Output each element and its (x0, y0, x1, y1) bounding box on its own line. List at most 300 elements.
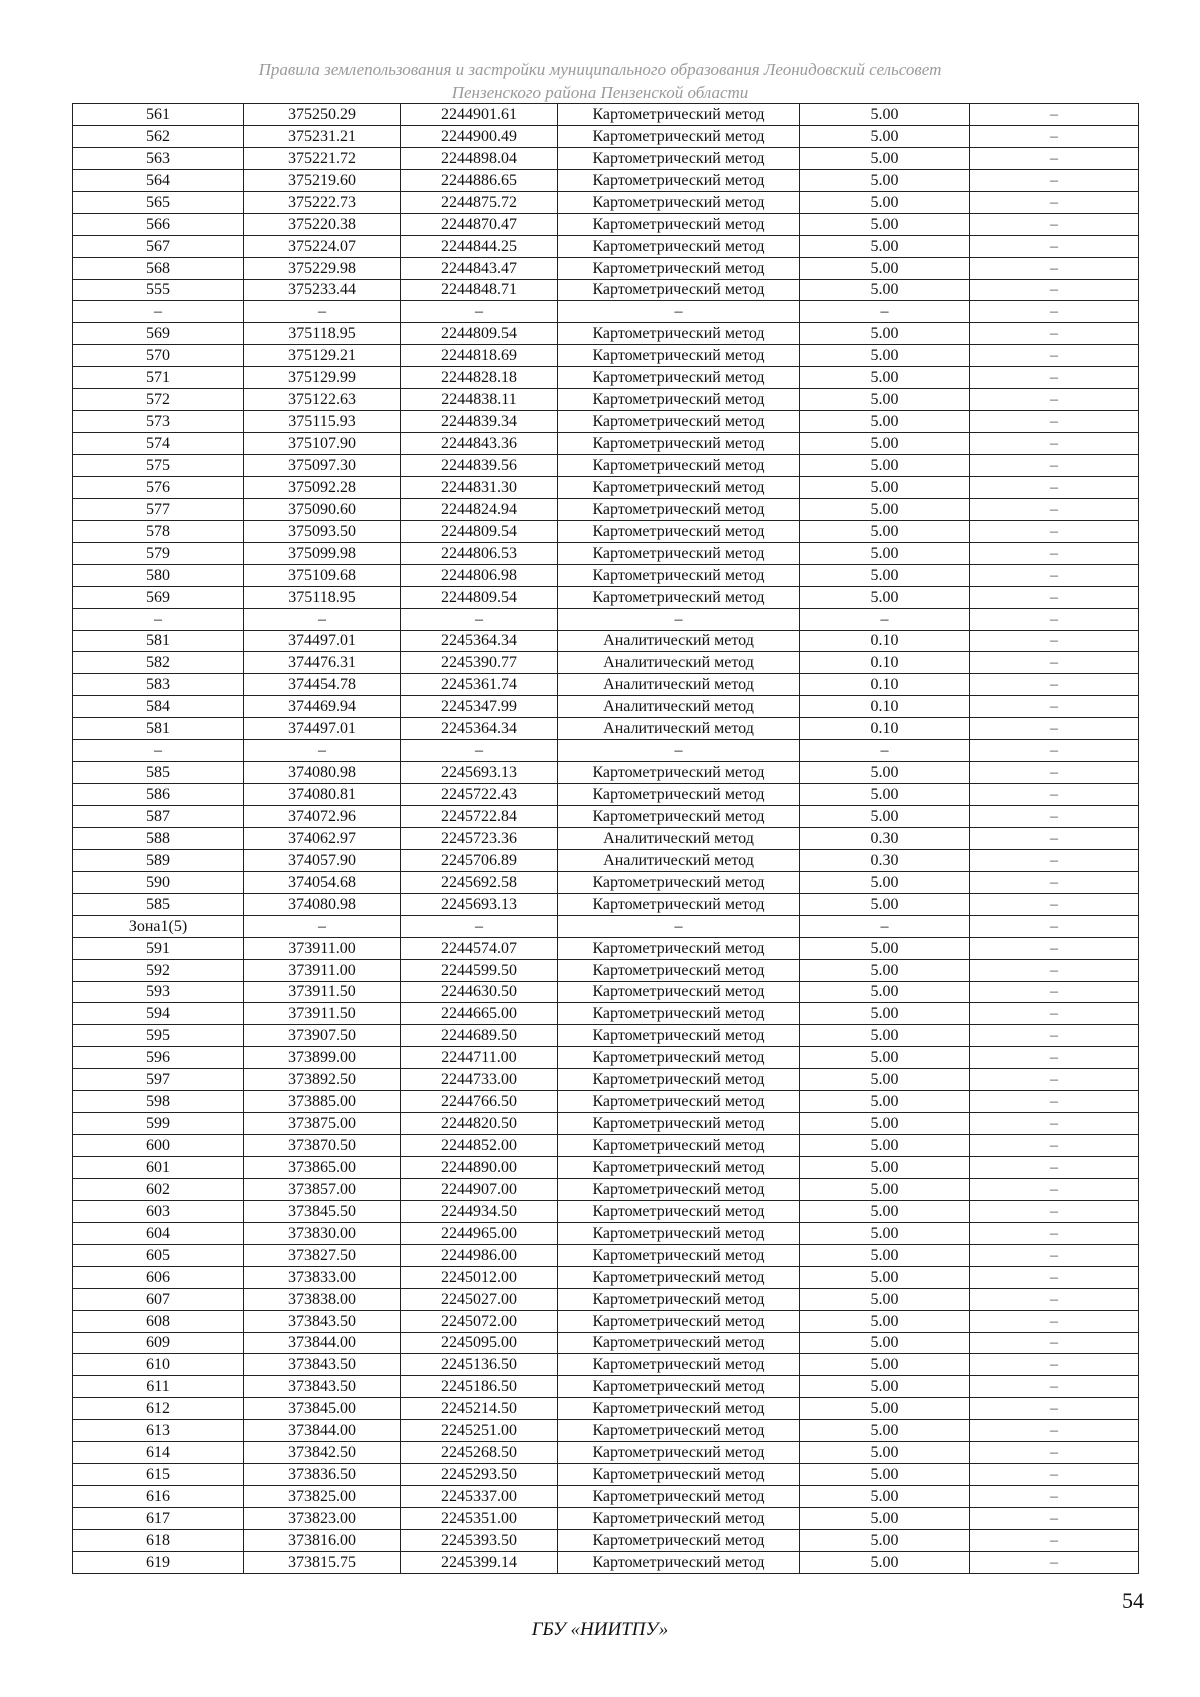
table-row (73, 323, 1139, 345)
x-coordinate-cell: 374454.78 (244, 674, 401, 696)
header-line-2: Пензенского района Пензенской области (451, 83, 749, 102)
y-coordinate-cell: 2245722.84 (401, 806, 558, 828)
error-cell: – (970, 1025, 1139, 1047)
method-cell: Картометрический метод (558, 1266, 800, 1288)
y-coordinate-cell: 2245251.00 (401, 1420, 558, 1442)
x-coordinate-cell: 375231.21 (244, 125, 401, 147)
table-row (73, 718, 1139, 740)
error-cell: – (970, 257, 1139, 279)
y-coordinate-cell: 2245693.13 (401, 893, 558, 915)
table-row (73, 1222, 1139, 1244)
method-cell: Картометрический метод (558, 937, 800, 959)
x-coordinate-cell: 373911.50 (244, 1003, 401, 1025)
x-coordinate-cell: 373911.50 (244, 981, 401, 1003)
accuracy-cell: 5.00 (800, 564, 970, 586)
x-coordinate-cell: 373836.50 (244, 1464, 401, 1486)
method-cell: Картометрический метод (558, 1200, 800, 1222)
error-cell: – (970, 455, 1139, 477)
table-row (73, 367, 1139, 389)
method-cell: Картометрический метод (558, 1508, 800, 1530)
y-coordinate-cell: – (401, 915, 558, 937)
table-row (73, 740, 1139, 762)
method-cell: Картометрический метод (558, 586, 800, 608)
x-coordinate-cell: 375097.30 (244, 455, 401, 477)
point-number-cell: 617 (73, 1508, 244, 1530)
error-cell: – (970, 1244, 1139, 1266)
y-coordinate-cell: 2245268.50 (401, 1442, 558, 1464)
method-cell: Картометрический метод (558, 235, 800, 257)
point-number-cell: 591 (73, 937, 244, 959)
x-coordinate-cell: 375118.95 (244, 586, 401, 608)
table-row (73, 345, 1139, 367)
error-cell: – (970, 411, 1139, 433)
method-cell: Картометрический метод (558, 1288, 800, 1310)
error-cell: – (970, 1486, 1139, 1508)
point-number-cell: 573 (73, 411, 244, 433)
method-cell: Картометрический метод (558, 871, 800, 893)
y-coordinate-cell: 2245186.50 (401, 1376, 558, 1398)
point-number-cell: 574 (73, 433, 244, 455)
table-row (73, 1113, 1139, 1135)
table-row (73, 1091, 1139, 1113)
accuracy-cell: 5.00 (800, 1310, 970, 1332)
method-cell: Картометрический метод (558, 542, 800, 564)
error-cell: – (970, 1376, 1139, 1398)
y-coordinate-cell: 2244665.00 (401, 1003, 558, 1025)
x-coordinate-cell: 375107.90 (244, 433, 401, 455)
x-coordinate-cell: 373833.00 (244, 1266, 401, 1288)
method-cell: Картометрический метод (558, 1486, 800, 1508)
accuracy-cell: 5.00 (800, 1069, 970, 1091)
x-coordinate-cell: 373825.00 (244, 1486, 401, 1508)
x-coordinate-cell: 373845.00 (244, 1398, 401, 1420)
error-cell: – (970, 564, 1139, 586)
y-coordinate-cell: 2245072.00 (401, 1310, 558, 1332)
y-coordinate-cell: 2244852.00 (401, 1135, 558, 1157)
table-row (73, 959, 1139, 981)
x-coordinate-cell: 373907.50 (244, 1025, 401, 1047)
y-coordinate-cell: 2244818.69 (401, 345, 558, 367)
y-coordinate-cell: 2244828.18 (401, 367, 558, 389)
accuracy-cell: 5.00 (800, 1025, 970, 1047)
y-coordinate-cell: 2245364.34 (401, 630, 558, 652)
x-coordinate-cell: 374476.31 (244, 652, 401, 674)
accuracy-cell: 5.00 (800, 1157, 970, 1179)
method-cell: Картометрический метод (558, 125, 800, 147)
error-cell: – (970, 301, 1139, 323)
y-coordinate-cell: 2244630.50 (401, 981, 558, 1003)
y-coordinate-cell: 2244886.65 (401, 169, 558, 191)
error-cell: – (970, 433, 1139, 455)
accuracy-cell: 5.00 (800, 476, 970, 498)
method-cell: Картометрический метод (558, 1135, 800, 1157)
table-row (73, 257, 1139, 279)
point-number-cell: 597 (73, 1069, 244, 1091)
error-cell: – (970, 718, 1139, 740)
y-coordinate-cell: 2244907.00 (401, 1178, 558, 1200)
x-coordinate-cell: 375129.21 (244, 345, 401, 367)
point-number-cell: 596 (73, 1047, 244, 1069)
error-cell: – (970, 1069, 1139, 1091)
table-row (73, 104, 1139, 126)
x-coordinate-cell: 374497.01 (244, 718, 401, 740)
method-cell: Картометрический метод (558, 389, 800, 411)
method-cell: Аналитический метод (558, 827, 800, 849)
table-row (73, 608, 1139, 630)
header-line-1: Правила землепользования и застройки муниципального образования Леонидовский сельсовет (258, 60, 942, 79)
method-cell: Картометрический метод (558, 1551, 800, 1573)
error-cell: – (970, 1135, 1139, 1157)
x-coordinate-cell: 375220.38 (244, 213, 401, 235)
table-row (73, 1047, 1139, 1069)
point-number-cell: 613 (73, 1420, 244, 1442)
table-row (73, 981, 1139, 1003)
table-row (73, 279, 1139, 301)
method-cell: Картометрический метод (558, 1310, 800, 1332)
x-coordinate-cell: 373843.50 (244, 1354, 401, 1376)
table-row (73, 1025, 1139, 1047)
error-cell: – (970, 849, 1139, 871)
point-number-cell: 564 (73, 169, 244, 191)
x-coordinate-cell: 374057.90 (244, 849, 401, 871)
method-cell: Картометрический метод (558, 1376, 800, 1398)
table-row (73, 235, 1139, 257)
y-coordinate-cell: 2245390.77 (401, 652, 558, 674)
point-number-cell: 563 (73, 147, 244, 169)
method-cell: Аналитический метод (558, 630, 800, 652)
method-cell: Аналитический метод (558, 696, 800, 718)
point-number-cell: 609 (73, 1332, 244, 1354)
y-coordinate-cell: 2245399.14 (401, 1551, 558, 1573)
accuracy-cell: 5.00 (800, 213, 970, 235)
y-coordinate-cell: 2245351.00 (401, 1508, 558, 1530)
point-number-cell: 566 (73, 213, 244, 235)
table-row (73, 871, 1139, 893)
accuracy-cell: 5.00 (800, 981, 970, 1003)
error-cell: – (970, 1047, 1139, 1069)
method-cell: Картометрический метод (558, 1025, 800, 1047)
table-row (73, 455, 1139, 477)
accuracy-cell: 5.00 (800, 542, 970, 564)
point-number-cell: 584 (73, 696, 244, 718)
y-coordinate-cell: 2244806.53 (401, 542, 558, 564)
error-cell: – (970, 1442, 1139, 1464)
table-row (73, 498, 1139, 520)
table-row (73, 762, 1139, 784)
point-number-cell: 594 (73, 1003, 244, 1025)
running-header (0, 58, 1200, 104)
error-cell: – (970, 784, 1139, 806)
y-coordinate-cell: 2244898.04 (401, 147, 558, 169)
error-cell: – (970, 959, 1139, 981)
y-coordinate-cell: 2244838.11 (401, 389, 558, 411)
x-coordinate-cell: 374497.01 (244, 630, 401, 652)
table-row (73, 564, 1139, 586)
accuracy-cell: 5.00 (800, 1200, 970, 1222)
method-cell: Картометрический метод (558, 1420, 800, 1442)
point-number-cell: 606 (73, 1266, 244, 1288)
method-cell: Аналитический метод (558, 652, 800, 674)
table-row (73, 1332, 1139, 1354)
accuracy-cell: 0.10 (800, 696, 970, 718)
method-cell: Картометрический метод (558, 806, 800, 828)
accuracy-cell: 0.30 (800, 849, 970, 871)
point-number-cell: 582 (73, 652, 244, 674)
error-cell: – (970, 893, 1139, 915)
accuracy-cell: 5.00 (800, 279, 970, 301)
x-coordinate-cell: 373842.50 (244, 1442, 401, 1464)
y-coordinate-cell: 2245027.00 (401, 1288, 558, 1310)
method-cell: Картометрический метод (558, 762, 800, 784)
point-number-cell: 588 (73, 827, 244, 849)
accuracy-cell: 5.00 (800, 806, 970, 828)
y-coordinate-cell: 2244844.25 (401, 235, 558, 257)
x-coordinate-cell: 373857.00 (244, 1178, 401, 1200)
table-row (73, 1376, 1139, 1398)
error-cell: – (970, 1091, 1139, 1113)
error-cell: – (970, 1398, 1139, 1420)
y-coordinate-cell: 2245012.00 (401, 1266, 558, 1288)
x-coordinate-cell: 373838.00 (244, 1288, 401, 1310)
y-coordinate-cell: 2244824.94 (401, 498, 558, 520)
method-cell: – (558, 740, 800, 762)
y-coordinate-cell: 2244900.49 (401, 125, 558, 147)
x-coordinate-cell: 374054.68 (244, 871, 401, 893)
error-cell: – (970, 1157, 1139, 1179)
method-cell: Картометрический метод (558, 257, 800, 279)
point-number-cell: 571 (73, 367, 244, 389)
x-coordinate-cell: 374080.98 (244, 893, 401, 915)
method-cell: Картометрический метод (558, 564, 800, 586)
method-cell: Картометрический метод (558, 1157, 800, 1179)
point-number-cell: 599 (73, 1113, 244, 1135)
point-number-cell: 569 (73, 323, 244, 345)
x-coordinate-cell: 375233.44 (244, 279, 401, 301)
point-number-cell: 607 (73, 1288, 244, 1310)
point-number-cell: 581 (73, 718, 244, 740)
table-row (73, 411, 1139, 433)
accuracy-cell: 5.00 (800, 169, 970, 191)
page-number: 54 (1122, 1588, 1144, 1613)
table-row (73, 147, 1139, 169)
x-coordinate-cell: 375219.60 (244, 169, 401, 191)
x-coordinate-cell: 373843.50 (244, 1310, 401, 1332)
method-cell: Картометрический метод (558, 1464, 800, 1486)
y-coordinate-cell: 2244820.50 (401, 1113, 558, 1135)
table-row (73, 630, 1139, 652)
y-coordinate-cell: 2245722.43 (401, 784, 558, 806)
point-number-cell: 611 (73, 1376, 244, 1398)
table-row (73, 1508, 1139, 1530)
x-coordinate-cell: 373911.00 (244, 937, 401, 959)
x-coordinate-cell: 375122.63 (244, 389, 401, 411)
accuracy-cell: 5.00 (800, 959, 970, 981)
error-cell: – (970, 1200, 1139, 1222)
y-coordinate-cell: 2244890.00 (401, 1157, 558, 1179)
error-cell: – (970, 1222, 1139, 1244)
y-coordinate-cell: 2244843.36 (401, 433, 558, 455)
method-cell: Картометрический метод (558, 476, 800, 498)
point-number-cell: 577 (73, 498, 244, 520)
accuracy-cell: 0.10 (800, 630, 970, 652)
accuracy-cell: 5.00 (800, 893, 970, 915)
point-number-cell: 579 (73, 542, 244, 564)
table-row (73, 169, 1139, 191)
method-cell: Картометрический метод (558, 520, 800, 542)
table-row (73, 674, 1139, 696)
method-cell: Картометрический метод (558, 411, 800, 433)
error-cell: – (970, 674, 1139, 696)
x-coordinate-cell: 375129.99 (244, 367, 401, 389)
accuracy-cell: 5.00 (800, 433, 970, 455)
point-number-cell: 619 (73, 1551, 244, 1573)
accuracy-cell: 5.00 (800, 1113, 970, 1135)
table-row (73, 301, 1139, 323)
method-cell: Картометрический метод (558, 1222, 800, 1244)
table-row (73, 542, 1139, 564)
error-cell: – (970, 740, 1139, 762)
point-number-cell: 586 (73, 784, 244, 806)
y-coordinate-cell: 2244934.50 (401, 1200, 558, 1222)
table-row (73, 696, 1139, 718)
error-cell: – (970, 652, 1139, 674)
error-cell: – (970, 1003, 1139, 1025)
y-coordinate-cell: 2245723.36 (401, 827, 558, 849)
y-coordinate-cell: 2244711.00 (401, 1047, 558, 1069)
accuracy-cell: 5.00 (800, 784, 970, 806)
accuracy-cell: 5.00 (800, 762, 970, 784)
method-cell: Картометрический метод (558, 1047, 800, 1069)
y-coordinate-cell: 2244599.50 (401, 959, 558, 981)
method-cell: Аналитический метод (558, 718, 800, 740)
table-row (73, 1200, 1139, 1222)
x-coordinate-cell: 373844.00 (244, 1420, 401, 1442)
table-row (73, 1157, 1139, 1179)
point-number-cell: 618 (73, 1529, 244, 1551)
point-number-cell: 602 (73, 1178, 244, 1200)
point-number-cell: 589 (73, 849, 244, 871)
table-row (73, 893, 1139, 915)
y-coordinate-cell: 2245361.74 (401, 674, 558, 696)
accuracy-cell: 0.10 (800, 674, 970, 696)
error-cell: – (970, 762, 1139, 784)
error-cell: – (970, 1508, 1139, 1530)
table-row (73, 1354, 1139, 1376)
point-number-cell: 585 (73, 893, 244, 915)
point-number-cell: 610 (73, 1354, 244, 1376)
point-number-cell: 569 (73, 586, 244, 608)
error-cell: – (970, 235, 1139, 257)
accuracy-cell: – (800, 740, 970, 762)
error-cell: – (970, 1288, 1139, 1310)
y-coordinate-cell: 2244986.00 (401, 1244, 558, 1266)
table-row (73, 1486, 1139, 1508)
accuracy-cell: 5.00 (800, 323, 970, 345)
error-cell: – (970, 367, 1139, 389)
error-cell: – (970, 806, 1139, 828)
accuracy-cell: 5.00 (800, 1464, 970, 1486)
table-row (73, 1551, 1139, 1573)
point-number-cell: – (73, 301, 244, 323)
x-coordinate-cell: 375229.98 (244, 257, 401, 279)
y-coordinate-cell: 2244870.47 (401, 213, 558, 235)
accuracy-cell: 5.00 (800, 191, 970, 213)
coordinates-table-body (73, 104, 1139, 1574)
error-cell: – (970, 213, 1139, 235)
y-coordinate-cell: – (401, 608, 558, 630)
point-number-cell: 601 (73, 1157, 244, 1179)
method-cell: Аналитический метод (558, 849, 800, 871)
method-cell: Картометрический метод (558, 455, 800, 477)
y-coordinate-cell: 2245693.13 (401, 762, 558, 784)
table-row (73, 915, 1139, 937)
table-row (73, 1398, 1139, 1420)
point-number-cell: 555 (73, 279, 244, 301)
footer-organization: ГБУ «НИИТПУ» (531, 1619, 669, 1640)
y-coordinate-cell: 2245393.50 (401, 1529, 558, 1551)
x-coordinate-cell: 374080.81 (244, 784, 401, 806)
table-row (73, 213, 1139, 235)
accuracy-cell: 0.30 (800, 827, 970, 849)
y-coordinate-cell: 2244848.71 (401, 279, 558, 301)
accuracy-cell: 5.00 (800, 389, 970, 411)
point-number-cell: 615 (73, 1464, 244, 1486)
x-coordinate-cell: 373875.00 (244, 1113, 401, 1135)
method-cell: Картометрический метод (558, 213, 800, 235)
accuracy-cell: 5.00 (800, 367, 970, 389)
error-cell: – (970, 1178, 1139, 1200)
table-row (73, 433, 1139, 455)
y-coordinate-cell: 2245337.00 (401, 1486, 558, 1508)
y-coordinate-cell: 2245095.00 (401, 1332, 558, 1354)
accuracy-cell: 5.00 (800, 125, 970, 147)
point-number-cell: 587 (73, 806, 244, 828)
accuracy-cell: 5.00 (800, 1003, 970, 1025)
table-row (73, 784, 1139, 806)
method-cell: Картометрический метод (558, 323, 800, 345)
point-number-cell: 565 (73, 191, 244, 213)
x-coordinate-cell: 373870.50 (244, 1135, 401, 1157)
error-cell: – (970, 345, 1139, 367)
x-coordinate-cell: 373865.00 (244, 1157, 401, 1179)
point-number-cell: 605 (73, 1244, 244, 1266)
method-cell: – (558, 301, 800, 323)
x-coordinate-cell: 373843.50 (244, 1376, 401, 1398)
point-number-cell: 593 (73, 981, 244, 1003)
error-cell: – (970, 147, 1139, 169)
table-row (73, 520, 1139, 542)
point-number-cell: 608 (73, 1310, 244, 1332)
accuracy-cell: 5.00 (800, 871, 970, 893)
y-coordinate-cell: 2245293.50 (401, 1464, 558, 1486)
error-cell: – (970, 279, 1139, 301)
point-number-cell: – (73, 740, 244, 762)
x-coordinate-cell: 373911.00 (244, 959, 401, 981)
table-row (73, 1244, 1139, 1266)
point-number-cell: 598 (73, 1091, 244, 1113)
point-number-cell: 567 (73, 235, 244, 257)
error-cell: – (970, 520, 1139, 542)
x-coordinate-cell: 375250.29 (244, 104, 401, 126)
accuracy-cell: 5.00 (800, 235, 970, 257)
table-row (73, 1266, 1139, 1288)
method-cell: – (558, 608, 800, 630)
accuracy-cell: 5.00 (800, 1508, 970, 1530)
table-row (73, 652, 1139, 674)
y-coordinate-cell: 2244831.30 (401, 476, 558, 498)
method-cell: Картометрический метод (558, 1178, 800, 1200)
table-row (73, 1135, 1139, 1157)
